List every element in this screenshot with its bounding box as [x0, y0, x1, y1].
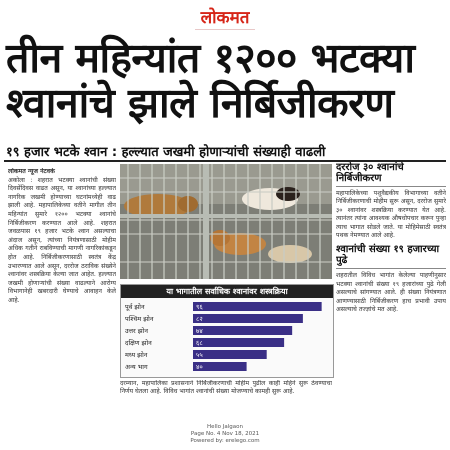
chart-value-label: ७४: [196, 327, 203, 335]
chart-category-label: दक्षिण झोन: [125, 339, 152, 347]
chart-bar: [193, 302, 322, 311]
newspaper-logo: लोकमत: [195, 4, 256, 30]
chart-category-label: अन्य भाग: [125, 363, 148, 371]
page-footer: [0, 424, 450, 445]
masthead: [0, 0, 450, 34]
subheadline: १९ हजार भटके श्वान : हल्ल्यात जखमी होणाऱ्यांची संख्याही वाढली: [6, 145, 326, 160]
chart-category-label: उत्तर झोन: [125, 327, 148, 335]
chart-title: या भागातील सर्वाधिक श्वानांवर शस्त्रक्रिया: [121, 285, 333, 298]
article-bottom-text: दरम्यान, महापालिका प्रशासनाने निर्बिजीकरणाची मोहीम पुढील काही महिने सुरू ठेवण्याचा निर्णय घेतला आहे. विविध भागांत श्वानांची संख्या मोजण्याचे कामही सुरू आहे.: [120, 380, 332, 396]
sidebar-heading-2: श्वानांची संख्या १९ हजारच्या पुढे: [336, 244, 446, 269]
headline: [6, 34, 446, 127]
headline-line-1: तीन महिन्यांत १२०० भटक्या: [6, 34, 415, 82]
chart-bar: [193, 350, 267, 359]
chart-box: [120, 284, 334, 378]
chart-value-label: ६८: [196, 339, 203, 347]
footer-edition: Hello Jalgaon: [207, 424, 243, 430]
chart-bar: [193, 338, 284, 347]
article-left-column: [8, 168, 116, 383]
chart-bar: [193, 314, 303, 323]
chart-category-label: पश्चिम झोन: [125, 315, 154, 323]
article-body: अकोला : शहरात भटक्या श्वानांची संख्या दिवसेंदिवस वाढत असून, या श्वानांच्या हल्ल्यात नागरिक जखमी होण्याच्या घटनांमध्येही वाढ झाली आहे. महापालिकेच्या वतीने मागील तीन महिन्यांत सुमारे १२०० भटक्या श्वानांचे निर्बिजीकरण करण्यात आले आहे. शहरात जवळपास १९ हजार भटके श्वान असल्याचा अंदाज असून, त्यांच्या नियंत्रणासाठी मोहीम अधिक गतीने राबविण्याची मागणी नागरिकांकडून होत आहे. निर्बिजीकरणासाठी स्वतंत्र केंद्र उभारण्यात आले असून, दररोज ठराविक संख्येने श्वानांवर शस्त्रक्रिया केल्या जात आहेत. हल्ल्यात जखमी होणाऱ्यांची संख्या वाढल्याने आरोग्य विभागानेही खबरदारी घेण्याचे आवाहन केले आहे.: [8, 176, 116, 304]
footer-powered-by: Powered by: erelego.com: [190, 438, 260, 444]
chart-bar: [193, 326, 292, 335]
footer-page-date: Page No. 4 Nov 18, 2021: [190, 431, 260, 437]
chart-value-label: ८२: [196, 315, 203, 323]
chart-value-label: ९६: [196, 303, 203, 311]
chart-value-label: ५५: [196, 351, 203, 359]
sidebar-paragraph-1: महापालिकेच्या पशुवैद्यकीय विभागाच्या वतीने निर्बिजीकरणाची मोहीम सुरू असून, दररोज सुमारे ३० श्वानांवर शस्त्रक्रिया करण्यात येत आहे. त्यानंतर त्यांना आवश्यक औषधोपचार करून पुन्हा त्याच भागात सोडले जाते. या मोहिमेसाठी स्वतंत्र पथक नेमण्यात आले आहे.: [336, 190, 446, 240]
sidebar-paragraph-2: शहरातील विविध भागांत केलेल्या पाहणीनुसार भटक्या श्वानांची संख्या १९ हजारांच्या पुढे गेली असल्याचे सांगण्यात आले. ही संख्या नियंत्रणात आणण्यासाठी निर्बिजीकरण हाच प्रभावी उपाय असल्याचे तज्ज्ञांचे मत आहे.: [336, 272, 446, 314]
article-photo: [120, 164, 332, 279]
bar-chart: [121, 298, 333, 376]
dateline: लोकमत न्यूज नेटवर्क: [8, 168, 55, 175]
sidebar: [336, 162, 446, 422]
chart-category-label: पूर्व झोन: [125, 303, 145, 311]
caged-dogs-photo: [120, 164, 332, 279]
sidebar-heading-1: दररोज ३० श्वानांचे निर्बिजीकरण: [336, 162, 446, 187]
chart-value-label: ४०: [196, 363, 203, 371]
headline-line-2: श्वानांचे झाले निर्बिजीकरण: [6, 79, 394, 127]
chart-category-label: मध्य झोन: [125, 351, 148, 359]
